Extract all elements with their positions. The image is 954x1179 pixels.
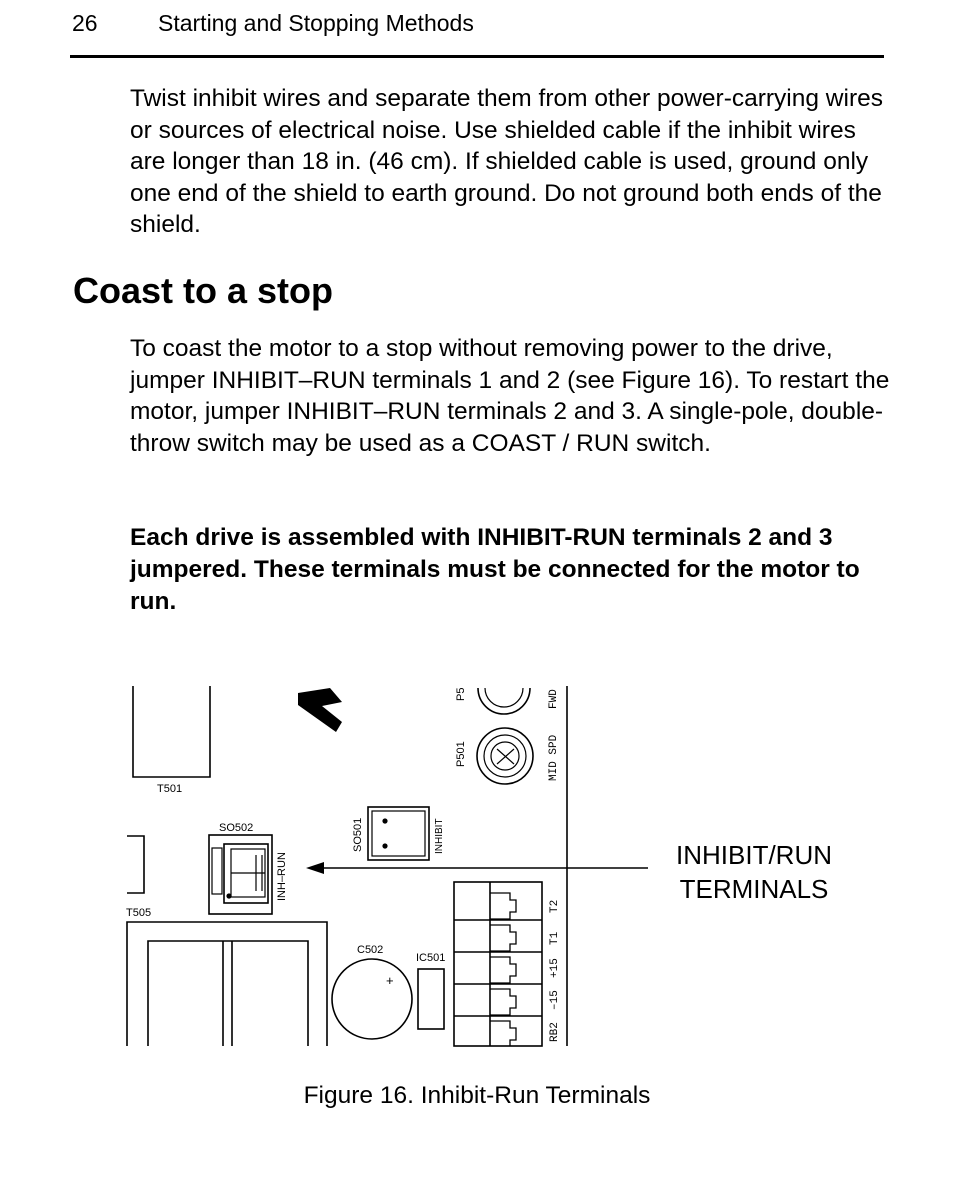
intro-paragraph: Twist inhibit wires and separate them from other power-carrying wires or sources of electrical noise. Use shielded cable if the inhibit wires are longer than 18 in. (46 cm). If shielded cable is used, ground only one end of the shield to earth ground. Do not ground both ends of the shield.	[130, 85, 883, 238]
label-mid-spd: MID SPD	[548, 734, 560, 781]
callout-label	[648, 838, 860, 906]
label-inhibit: INHIBIT	[434, 818, 445, 854]
note-paragraph: Each drive is assembled with INHIBIT-RUN terminals 2 and 3 jumpered. These terminals must be connected for the motor to run.	[130, 524, 860, 615]
label-c502: C502	[357, 944, 384, 956]
t505-partial-box	[127, 836, 144, 893]
label-t1: T1	[549, 931, 561, 945]
so501-socket	[368, 807, 429, 860]
header-rule	[70, 55, 884, 58]
label-t505: T505	[126, 907, 152, 919]
t501-component	[133, 686, 210, 777]
label-t501: T501	[157, 783, 183, 795]
label-fwd: FWD	[548, 689, 560, 709]
label-rb2: RB2	[549, 1022, 561, 1042]
figure-caption: Figure 16. Inhibit-Run Terminals	[303, 1082, 651, 1109]
label-plus15: +15	[549, 958, 561, 978]
label-minus15: –15	[549, 990, 561, 1010]
coast-paragraph: To coast the motor to a stop without removing power to the drive, jumper INHIBIT–RUN terminals 1 and 2 (see Figure 16). To restart the motor, jumper INHIBIT–RUN terminals 2 and 3. A single-pole, double-throw switch may be used as a COAST / RUN switch.	[130, 335, 890, 457]
callout-arrowhead	[306, 862, 324, 874]
section-heading: Coast to a stop	[73, 270, 334, 311]
c502-capacitor	[332, 959, 412, 1039]
label-so501: SO501	[352, 817, 364, 852]
label-p5: P5	[455, 687, 467, 701]
label-so502: SO502	[219, 822, 254, 834]
ic501-chip	[418, 969, 444, 1029]
callout-line-1: INHIBIT/RUN	[676, 840, 832, 870]
label-ic501: IC501	[416, 952, 446, 964]
page-header	[72, 10, 884, 38]
label-t2: T2	[549, 899, 561, 913]
logo-mark	[298, 688, 342, 732]
label-p501: P501	[455, 741, 467, 767]
label-inh-run: INH–RUN	[276, 852, 288, 901]
page-number: 26	[72, 10, 98, 36]
label-plus: +	[386, 973, 394, 988]
callout-line-2: TERMINALS	[679, 874, 829, 904]
running-title: Starting and Stopping Methods	[158, 10, 474, 36]
